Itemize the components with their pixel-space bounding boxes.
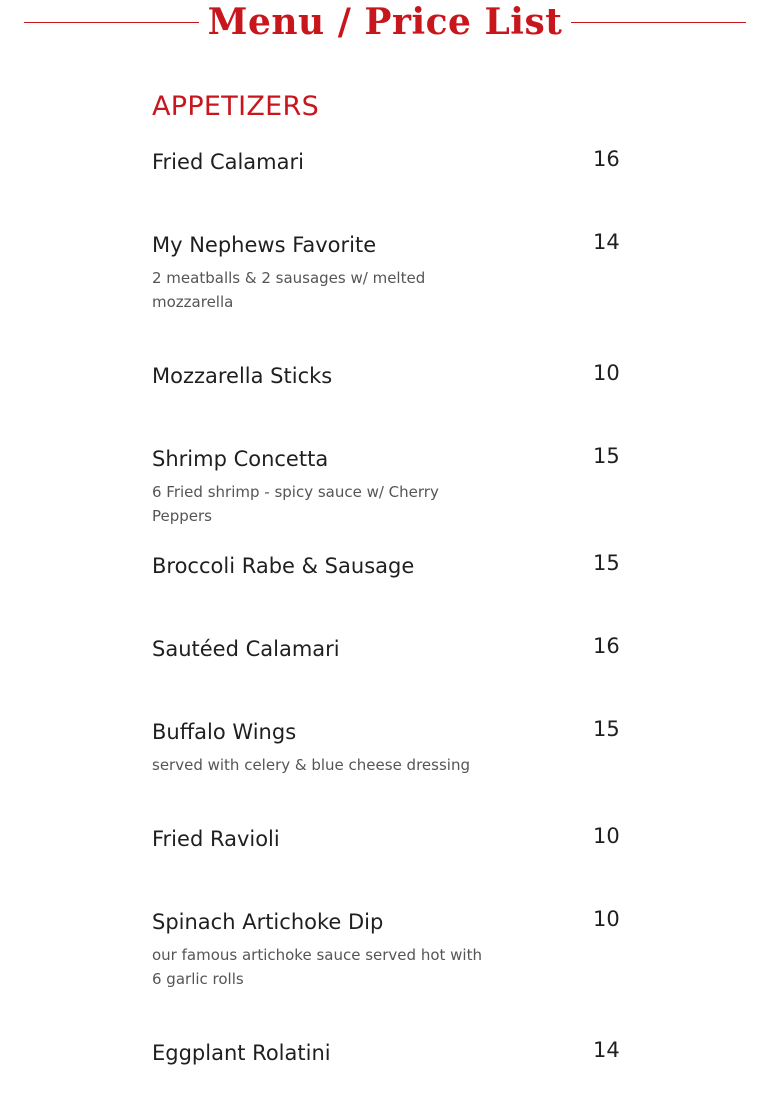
item-price: 15 — [593, 444, 620, 468]
item-name: Buffalo Wings — [152, 720, 297, 744]
menu-header — [0, 0, 770, 46]
section-title-appetizers: APPETIZERS — [152, 91, 320, 122]
item-price: 16 — [593, 147, 620, 171]
item-name: Fried Calamari — [152, 150, 304, 174]
item-description: 6 Fried shrimp - spicy sauce w/ Cherry Peppers — [152, 483, 439, 525]
item-name: Mozzarella Sticks — [152, 364, 333, 388]
header-left-rule — [24, 22, 199, 23]
item-name: Broccoli Rabe & Sausage — [152, 554, 415, 578]
item-price: 10 — [593, 824, 620, 848]
item-price: 15 — [593, 551, 620, 575]
item-name: Fried Ravioli — [152, 827, 280, 851]
item-description: served with celery & blue cheese dressing — [152, 756, 470, 774]
item-name: My Nephews Favorite — [152, 233, 377, 257]
item-name: Sautéed Calamari — [152, 637, 340, 661]
item-name: Shrimp Concetta — [152, 447, 329, 471]
item-price: 14 — [593, 1038, 620, 1062]
item-name: Spinach Artichoke Dip — [152, 910, 384, 934]
item-price: 10 — [593, 907, 620, 931]
item-price: 10 — [593, 361, 620, 385]
item-price: 16 — [593, 634, 620, 658]
item-description: our famous artichoke sauce served hot with 6 garlic rolls — [152, 946, 482, 988]
page-title: Menu / Price List — [207, 1, 563, 43]
item-name: Eggplant Rolatini — [152, 1041, 331, 1065]
item-description: 2 meatballs & 2 sausages w/ melted mozzarella — [152, 269, 426, 311]
item-price: 15 — [593, 717, 620, 741]
header-right-rule — [571, 22, 746, 23]
item-price: 14 — [593, 230, 620, 254]
